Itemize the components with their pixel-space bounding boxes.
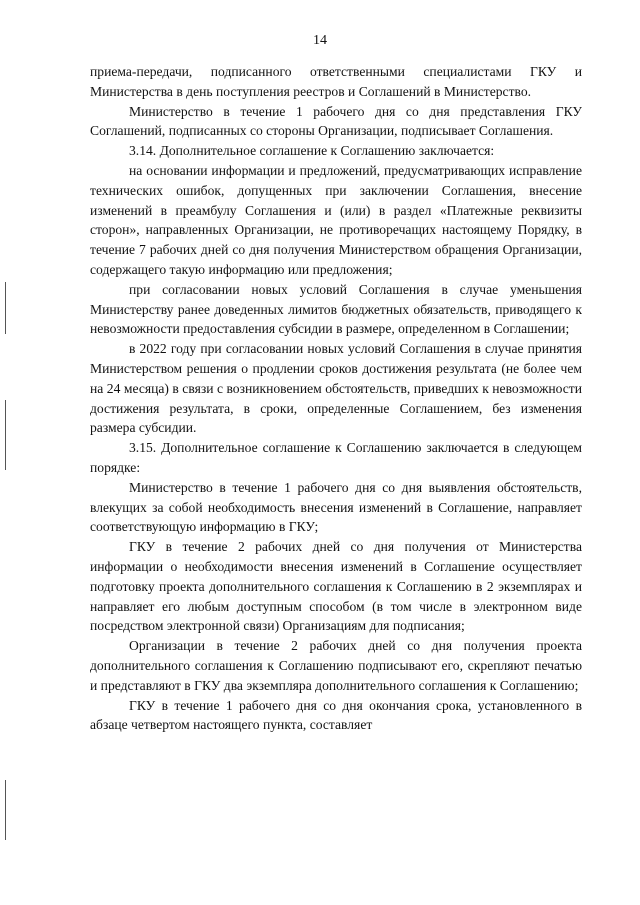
paragraph: Организации в течение 2 рабочих дней со дня получения проекта дополнительного соглашения к Соглашению подписывают его, скрепляют печатью и представляют в ГКУ два экземпляра дополнительного соглашения к Соглашению; [90, 638, 582, 693]
section-heading-3-14: 3.14. Дополнительное соглашение к Соглашению заключается: [129, 143, 495, 159]
paragraph: Министерство в течение 1 рабочего дня со дня представления ГКУ Соглашений, подписанных со стороны Организации, подписывает Соглашения. [90, 103, 582, 139]
document-body [90, 62, 582, 735]
paragraph: ГКУ в течение 1 рабочего дня со дня окончания срока, установленного в абзаце четвертом настоящего пункта, составляет [90, 697, 582, 733]
section-heading-3-15: 3.15. Дополнительное соглашение к Соглашению заключается в следующем порядке: [90, 440, 582, 475]
margin-scan-line [5, 400, 6, 470]
paragraph: ГКУ в течение 2 рабочих дней со дня получения от Министерства информации о необходимости внесения изменений в Соглашение осуществляет подготовку проекта дополнительного соглашения к Соглашению в 2 экземплярах и направляет его любым доступным способом (в том числе в электронном виде посредством электронной связи) Организациям для подписания; [90, 539, 582, 634]
paragraph: при согласовании новых условий Соглашения в случае уменьшения Министерству ранее доведенных лимитов бюджетных обязательств, приводящего к невозможности предоставления субсидии в размере, определенном в Соглашении; [90, 281, 582, 337]
paragraph: в 2022 году при согласовании новых условий Соглашения в случае принятия Министерством решения о продлении сроков достижения результата (не более чем на 24 месяца) в связи с возникновением обстоятельств, приведших к невозможности достижения результата, в сроки, определенные Соглашением, без изменения размера субсидии. [90, 341, 582, 436]
paragraph: Министерство в течение 1 рабочего дня со дня выявления обстоятельств, влекущих за собой необходимость внесения изменений в Соглашение, направляет соответствующую информацию в ГКУ; [90, 479, 582, 535]
margin-scan-line [5, 780, 6, 840]
paragraph: на основании информации и предложений, предусматривающих исправление технических ошибок, допущенных при заключении Соглашения, внесение изменений в преамбулу Соглашения и (или) в раздел «Платежные реквизиты сторон», направленных Организации, не противоречащих настоящему Порядку, в течение 7 рабочих дней со дня получения Министерством обращения Организации, содержащего такую информацию или предложения; [90, 162, 582, 277]
paragraph: приема-передачи, подписанного ответственными специалистами ГКУ и Министерства в день поступления реестров и Соглашений в Министерство. [90, 64, 582, 99]
margin-scan-line [5, 282, 6, 334]
page-number: 14 [313, 33, 327, 48]
